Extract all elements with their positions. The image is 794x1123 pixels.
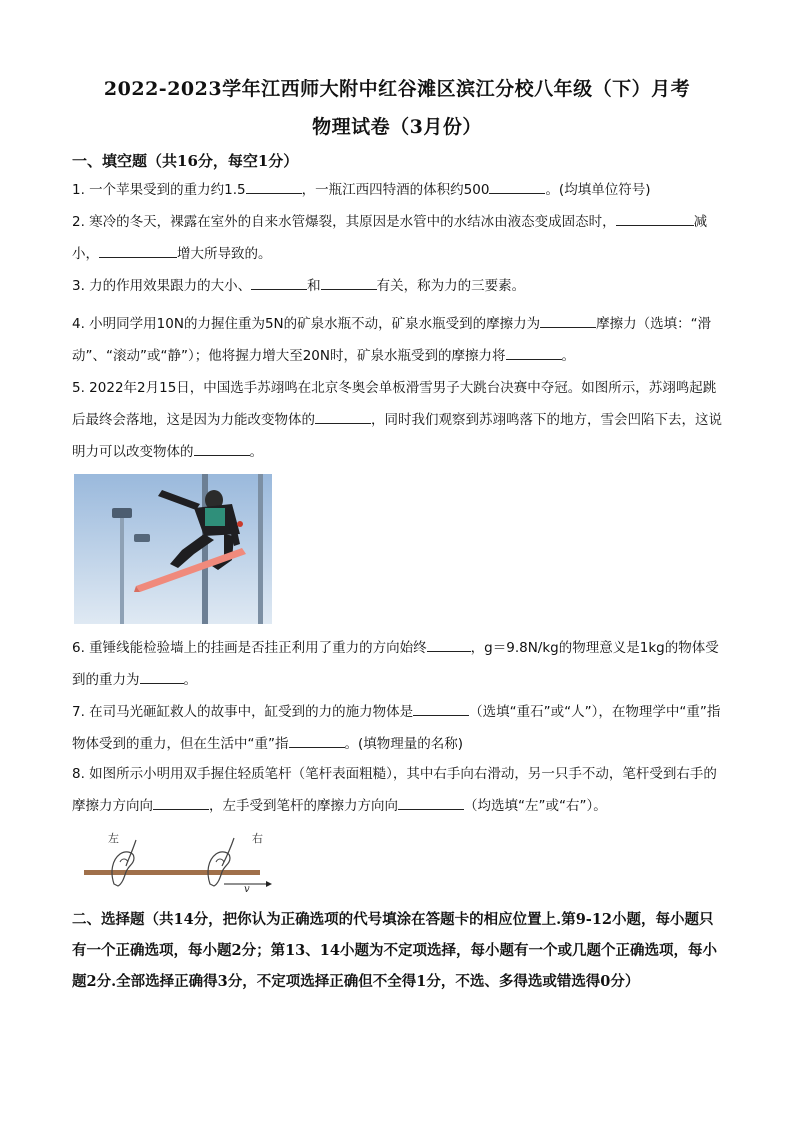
q2-text-a: 2. 寒冷的冬天，裸露在室外的自来水管爆裂，其原因是水管中的水结冰由液态变成固态时， [72, 214, 616, 230]
question-1 [72, 174, 722, 206]
q5-blank-2[interactable] [194, 441, 250, 456]
q2-text-b: 减小， [72, 214, 708, 262]
q6-text-a: 6. 重锤线能检验墙上的挂画是否挂正利用了重力的方向始终 [72, 640, 427, 656]
exam-title-line2: 物理试卷（3月份） [312, 116, 482, 138]
fig-left-label: 左 [108, 832, 119, 845]
q7-text-c: 。(填物理量的名称) [344, 736, 464, 752]
q7-text-a: 7. 在司马光砸缸救人的故事中，缸受到的力的施力物体是 [72, 704, 414, 720]
question-3 [72, 270, 722, 302]
q7-blank-1[interactable] [413, 701, 469, 716]
fig-velocity-label: v [244, 884, 250, 892]
q3-text-b: 和 [307, 278, 321, 294]
q1-blank-1[interactable] [246, 179, 302, 194]
q6-blank-2[interactable] [140, 669, 184, 684]
q4-text-c: 。 [561, 348, 575, 364]
question-5 [72, 372, 722, 468]
right-hand-icon [208, 838, 234, 886]
question-8 [72, 758, 722, 822]
question-7 [72, 696, 722, 760]
q4-text-a: 4. 小明同学用10N的力握住重为5N的矿泉水瓶不动，矿泉水瓶受到的摩擦力为 [72, 316, 541, 332]
q1-text-c: 。(均填单位符号) [545, 182, 651, 198]
q5-text-a: 5. 2022年2月15日，中国选手苏翊鸣在北京冬奥会单板滑雪男子大跳台决赛中夺冠。如图所示，苏翊鸣起跳后最终会落地，这是因为力能改变物体的 [72, 380, 717, 428]
q1-text-a: 1. 一个苹果受到的重力约1.5 [72, 182, 246, 198]
q6-text-c: 。 [183, 672, 197, 688]
q8-text-a: 8. 如图所示小明用双手握住轻质笔杆（笔杆表面粗糙），其中右手向右滑动，另一只手不动，笔杆受到右手的摩擦力方向向 [72, 766, 717, 814]
q4-blank-1[interactable] [540, 313, 596, 328]
q7-blank-2[interactable] [289, 733, 345, 748]
q4-text-b: 摩擦力（选填：“滑动”、“滚动”或“静”）；他将握力增大至20N时，矿泉水瓶受到的摩擦力将 [72, 316, 712, 364]
snowboarder-photo [74, 474, 272, 624]
q5-blank-1[interactable] [315, 409, 371, 424]
q8-text-c: （均选填“左”或“右”）。 [464, 798, 607, 814]
q3-text-c: 有关，称为力的三要素。 [376, 278, 526, 294]
q7-text-b: （选填“重石”或“人”），在物理学中“重”指物体受到的重力，但在生活中“重”指 [72, 704, 721, 752]
question-2 [72, 206, 722, 270]
exam-title-line1: 2022-2023学年江西师大附中红谷滩区滨江分校八年级（下）月考 [103, 78, 691, 100]
q3-blank-2[interactable] [321, 275, 377, 290]
q5-text-b: ，同时我们观察到苏翊鸣落下的地方，雪会凹陷下去，这说明力可以改变物体的 [72, 412, 722, 460]
q3-text-a: 3. 力的作用效果跟力的大小、 [72, 278, 252, 294]
q4-blank-2[interactable] [506, 345, 562, 360]
fig-right-label: 右 [252, 832, 263, 845]
q8-blank-1[interactable] [153, 795, 209, 810]
q5-text-c: 。 [249, 444, 263, 460]
q8-blank-2[interactable] [398, 795, 464, 810]
section1-heading: 一、填空题（共16分，每空1分） [72, 152, 299, 170]
question-4 [72, 308, 722, 372]
q6-text-b: ，g＝9.8N/kg的物理意义是1kg的物体受到的重力为 [72, 640, 719, 688]
question-6 [72, 632, 722, 696]
left-hand-icon [112, 840, 136, 886]
q2-blank-1[interactable] [616, 211, 694, 226]
q1-text-b: ，一瓶江西四特酒的体积约500 [301, 182, 490, 198]
q6-blank-1[interactable] [427, 637, 471, 652]
hands-pen-figure [84, 826, 284, 892]
pen-rod [84, 870, 260, 875]
q8-text-b: ，左手受到笔杆的摩擦力方向向 [209, 798, 398, 814]
q2-blank-2[interactable] [99, 243, 177, 258]
q1-blank-2[interactable] [489, 179, 545, 194]
section2-heading: 二、选择题（共14分，把你认为正确选项的代号填涂在答题卡的相应位置上.第9-12小题，每小题只有一个正确选项，每小题2分；第13、14小题为不定项选择，每小题有一个或几题个正确选项，每小题2分.全部选择正确得3分，不定项选择正确但不全得1分，不选、多得选或错选得0分） [72, 911, 717, 990]
q2-text-c: 增大所导致的。 [177, 246, 272, 262]
q3-blank-1[interactable] [251, 275, 307, 290]
